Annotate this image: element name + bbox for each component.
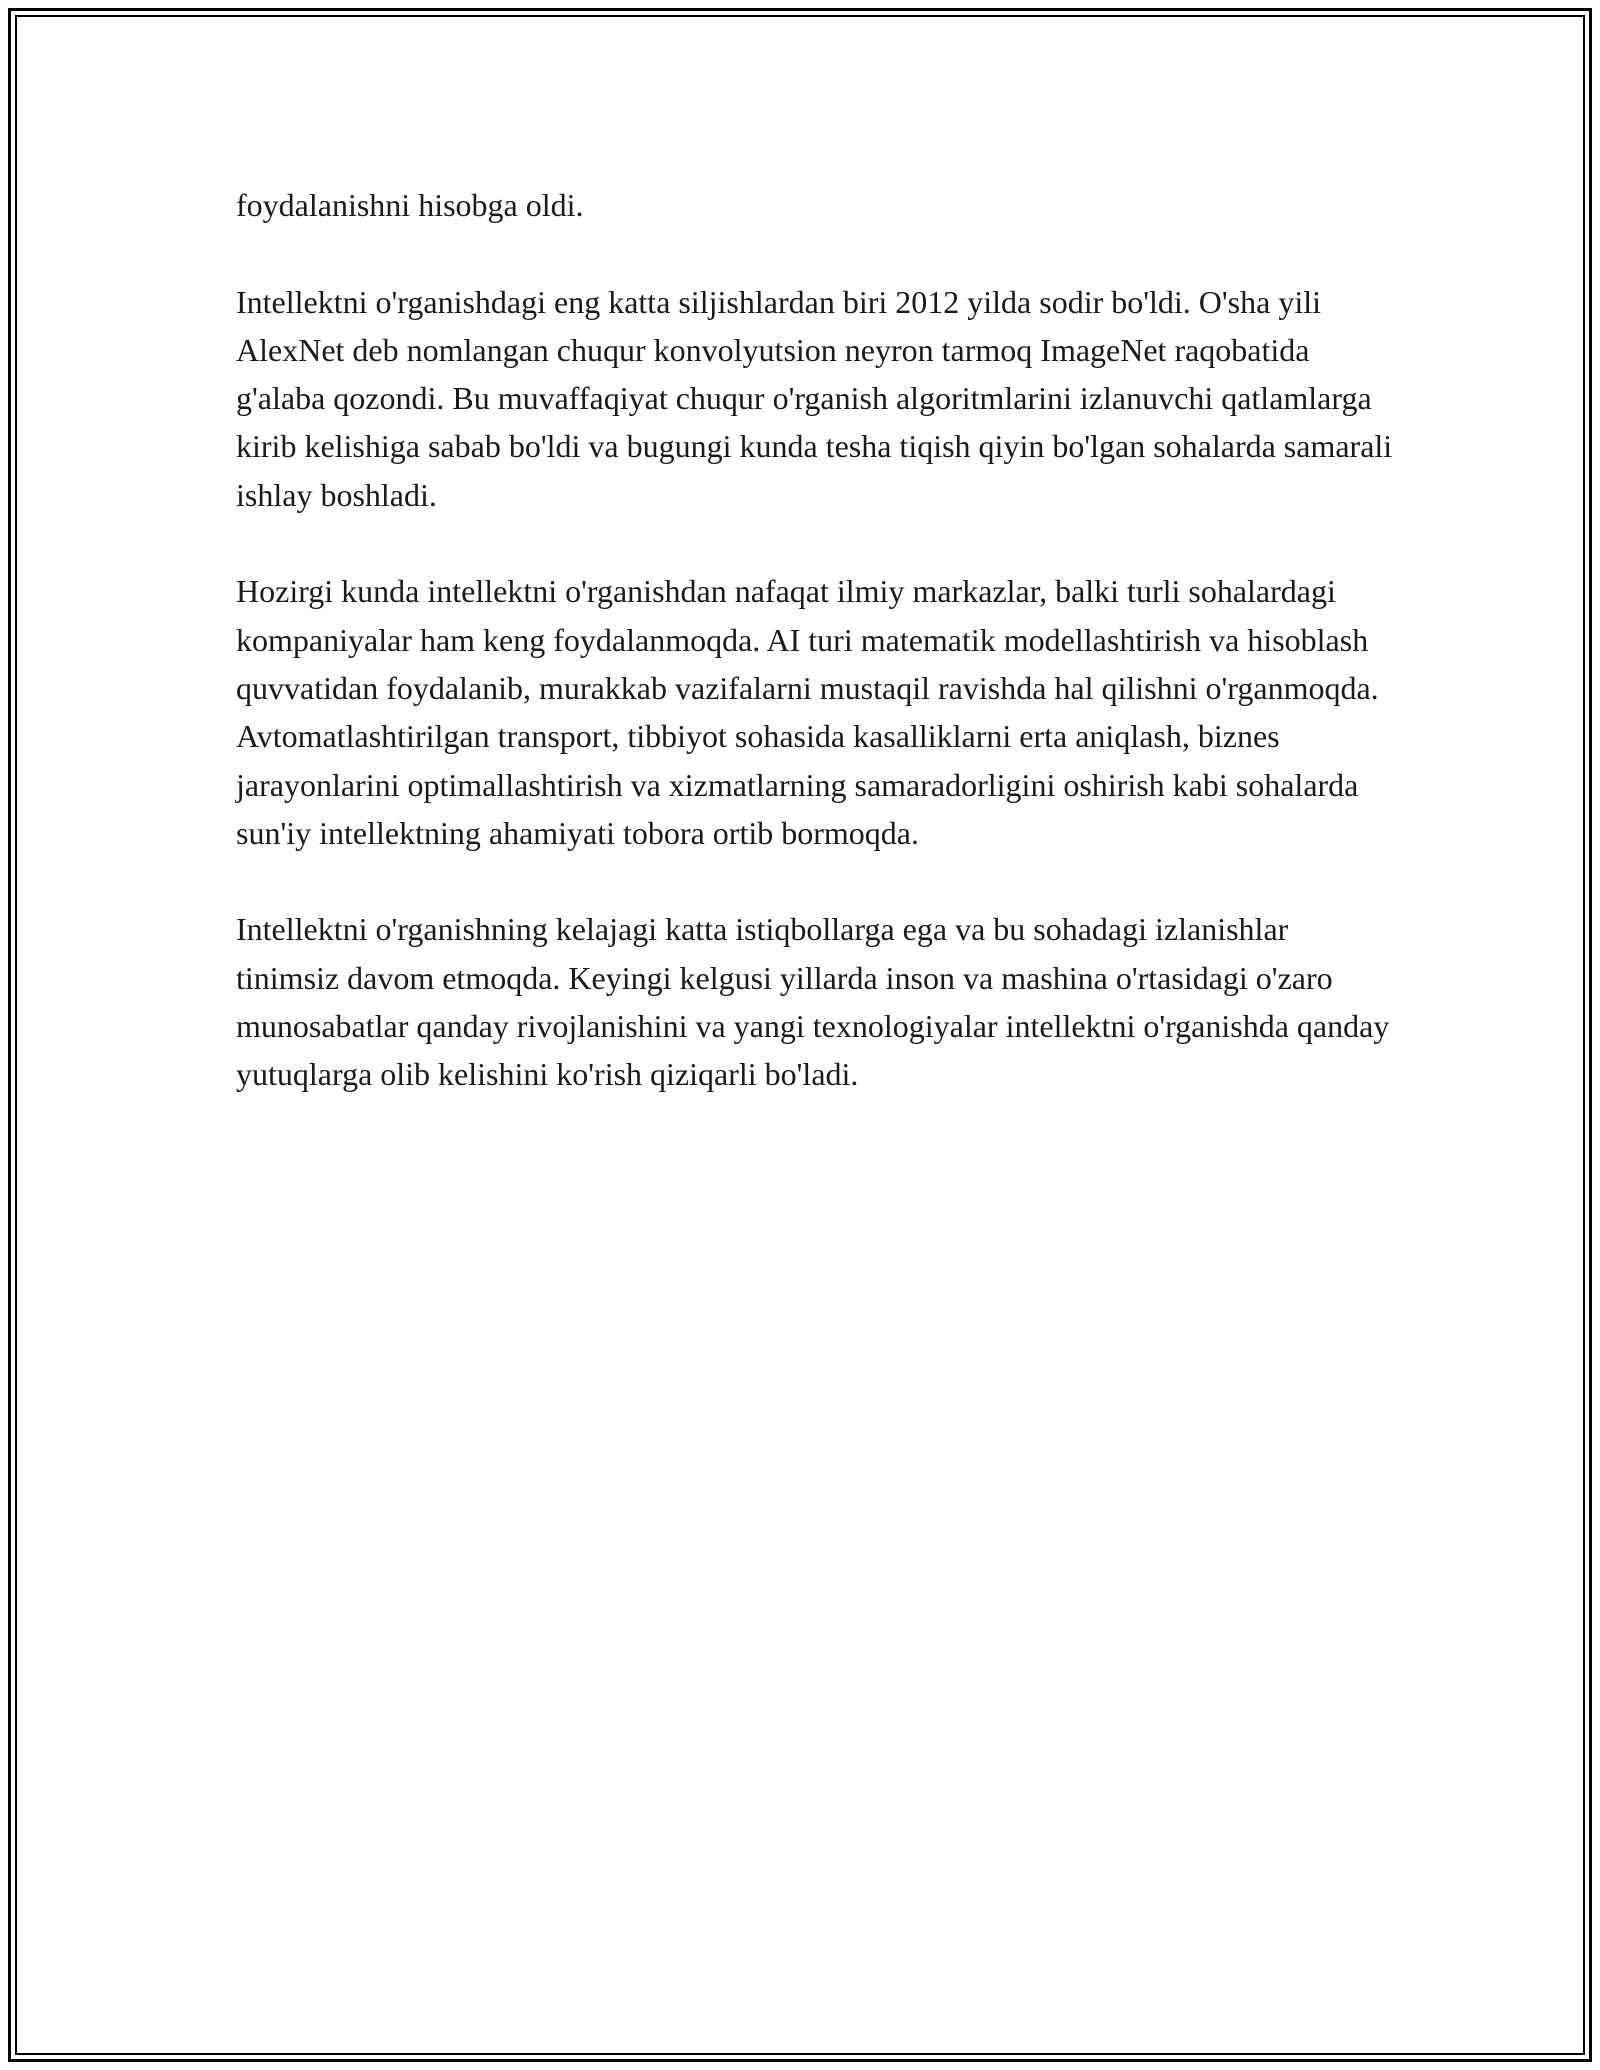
paragraph-1: foydalanishni hisobga oldi. (236, 187, 584, 223)
document-body (236, 181, 1396, 1147)
paragraph-2: Intellektni o'rganishdagi eng katta siljishlardan biri 2012 yilda sodir bo'ldi. O'sha yili AlexNet deb nomlangan chuqur konvolyutsion neyron tarmoq ImageNet raqobatida g'alaba qozondi. Bu muvaffaqiyat chuqur o'rganish algoritmlarini izlanuvchi qatlamlarga kirib kelishiga sabab bo'ldi va bugungi kunda tesha tiqish qiyin bo'lgan sohalarda samarali ishlay boshladi. (236, 283, 1393, 513)
paragraph-4: Intellektni o'rganishning kelajagi katta istiqbollarga ega va bu sohadagi izlanishlar tinimsiz davom etmoqda. Keyingi kelgusi yillarda inson va mashina o'rtasidagi o'zaro munosabatlar qanday rivojlanishini va yangi texnologiyalar intellektni o'rganishda qanday yutuqlarga olib kelishini ko'rish qiziqarli bo'ladi. (236, 911, 1390, 1093)
paragraph-3: Hozirgi kunda intellektni o'rganishdan nafaqat ilmiy markazlar, balki turli sohalardagi kompaniyalar ham keng foydalanmoqda. AI turi matematik modellashtirish va hisoblash quvvatidan foydalanib, murakkab vazifalarni mustaqil ravishda hal qilishni o'rganmoqda. Avtomatlashtirilgan transport, tibbiyot sohasida kasalliklarni erta aniqlash, biznes jarayonlarini optimallashtirish va xizmatlarning samaradorligini oshirish kabi sohalarda sun'iy intellektning ahamiyati tobora ortib bormoqda. (236, 573, 1379, 851)
